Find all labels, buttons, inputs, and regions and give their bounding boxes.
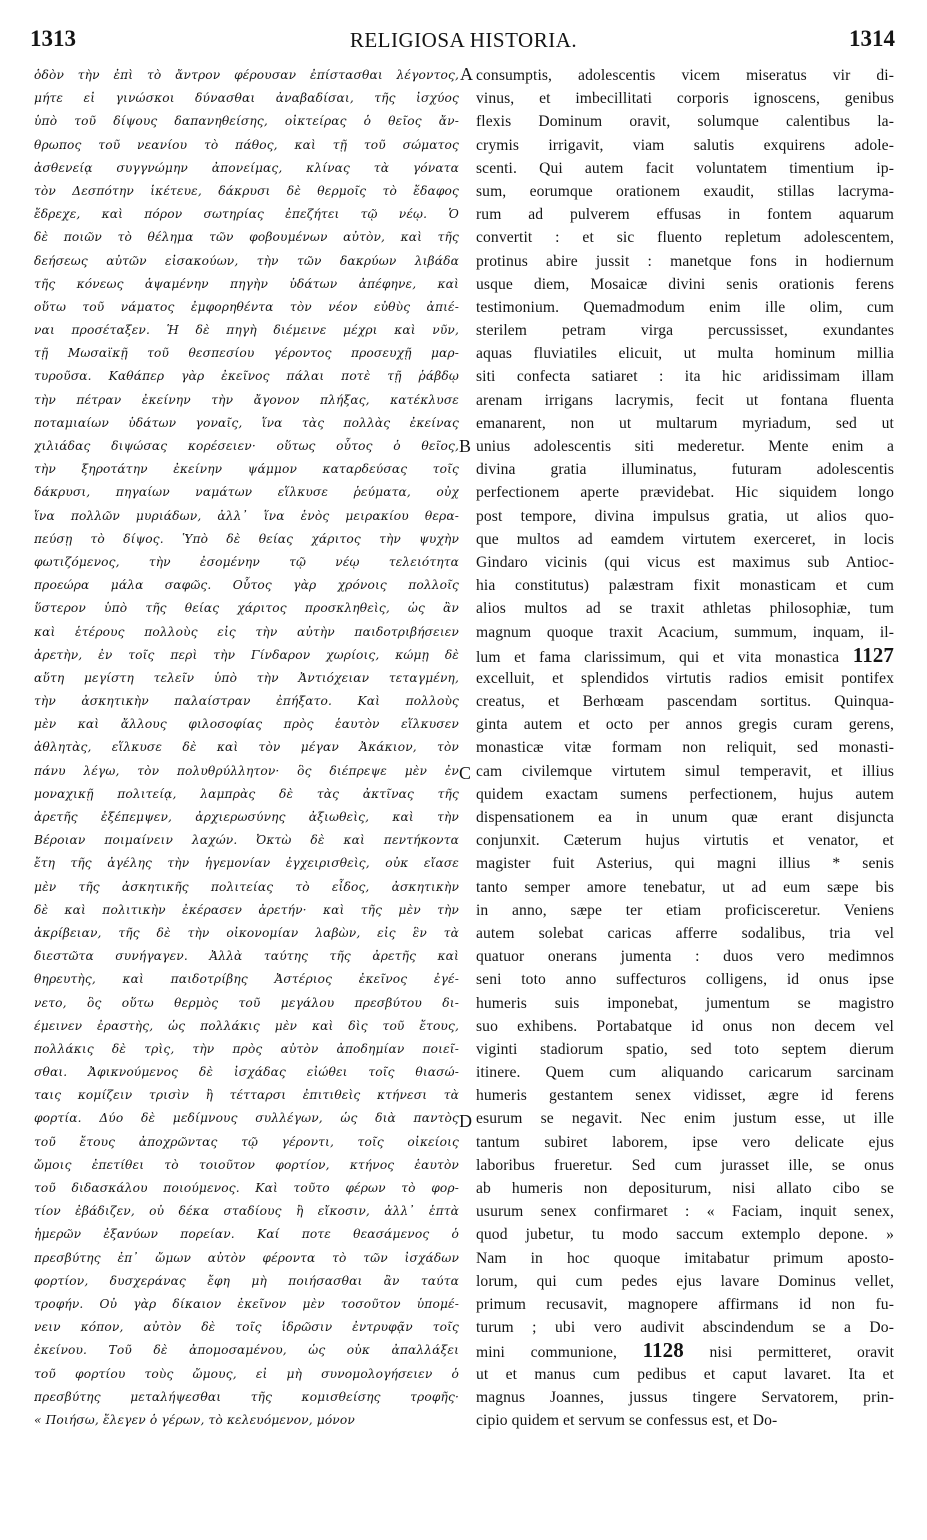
- text-line: humeris gestantem senex vidisset, ægre id ferens: [476, 1087, 894, 1105]
- text-line: arenam irrigans lacrymis, fecit ut fontana fluenta: [476, 391, 894, 409]
- left-page-number: 1313: [30, 26, 76, 51]
- text-line: ὤμοις ἐπετίθει τὸ τοιοῦτον φορτίον, κτήνος ἑαυτὸν: [34, 1157, 459, 1172]
- text-line: καὶ ἑτέρους πολλοὺς εἰς τὴν αὐτὴν παιδοτριβήσειεν: [34, 624, 459, 639]
- text-line: τὴν πέτραν ἐκείνην τὴν ἄγονον πλήξας, κατέκλυσε: [34, 392, 459, 407]
- text-line: δάκρυσι, πηγαίων ναμάτων εἵλκυσε ῥεύματα, οὐχ: [34, 485, 459, 500]
- text-line: φορτία. Δύο δὲ μεδίμνους συλλέγων, ὡς διὰ παντὸς: [34, 1111, 459, 1126]
- text-line: ταις κομίζειν τρισὶν ἢ τέτταρσι ἐπιτιθεὶς κτήνεσι τὰ: [34, 1088, 459, 1103]
- text-line: Nam in hoc quoque imitabatur primum aposto-: [476, 1249, 894, 1267]
- text-line: ut et manus cum pedibus et caput lavaret. Ita et: [476, 1365, 894, 1383]
- text-line: τοῦ φορτίου τοὺς ὤμους, εἰ μὴ συνομολογήσειεν ὁ: [34, 1366, 459, 1381]
- text-line: τοῦ διδασκάλου ποιούμενος. Καὶ τοῦτο φέρων τὸ φορ-: [34, 1181, 459, 1195]
- text-line: divina gratia illuminatus, futuram adolescentis: [476, 461, 894, 479]
- text-line: itinere. Quem cum aliquando caricarum sarcinam: [476, 1064, 894, 1082]
- text-line: τροφήν. Οὐ γὰρ δίκαιον ἐκεῖνον μὲν τοσοῦτον ὑπομέ-: [34, 1296, 459, 1311]
- text-line: ἵνα πολλῶν μυριάδων, ἀλλ᾽ ἵνα ἑνὸς μειρακίου θερα-: [34, 508, 459, 523]
- text-line: Βέροιαν ποιμαίνειν λαχών. Ὀκτὼ δὲ καὶ πεντήκοντα: [34, 833, 459, 848]
- text-line: ἀκρίβειαν, τῆς δὲ τὴν οἰκονομίαν λαβὼν, εἰς ἓν τὰ: [34, 925, 459, 940]
- text-line: creatus, et Berhœam pascendam sortitus. Quinqua-: [476, 693, 894, 711]
- text-line: σθαι. Ἀφικνούμενος δὲ ἰσχάδας εἰώθει τοῖς θιασώ-: [34, 1065, 459, 1080]
- text-line: τὴν ἀσκητικὴν παλαίστραν ἐπήξατο. Καὶ πολλοὺς: [34, 694, 459, 709]
- text-line: θηρευτὴς, καὶ παιδοτρίβης Ἀστέριος ἐκεῖνος ἐγέ-: [34, 972, 459, 987]
- text-line: φορτίον, δυσχεράνας ἔφη μὴ ποιήσασθαι ἂν ταύτα: [34, 1273, 459, 1288]
- text-line: sterilem petram virga percussisset, exundantes: [476, 322, 894, 340]
- text-line: quidem exactam sumens perfectionem, hujus autem: [476, 785, 894, 803]
- text-line: unius adolescentis siti mederetur. Mente enim a: [476, 438, 894, 455]
- text-line: πάνυ λέγω, τὸν πολυθρύλλητον· ὃς διέπρεψε μὲν ἐν: [34, 763, 459, 778]
- text-line-content: nisi permitteret, oravit: [709, 1344, 894, 1362]
- text-line: vinus, et imbecillitati corporis ignoscens, genibus: [476, 90, 894, 108]
- text-line: τίον ἐβάδιζεν, οὐ δέκα σταδίους ἢ εἴκοσιν, ἀλλ᾽ ἑπτὰ: [34, 1204, 459, 1219]
- text-line: θρωπος τοῦ νεανίου τὸ πάθος, καὶ τῇ τοῦ σώματος: [34, 137, 459, 152]
- text-line: magnus Joannes, jussus tingere Servatorem, prin-: [476, 1388, 894, 1406]
- text-line: monasticæ vitæ formam non reliquit, sed monasti-: [476, 739, 894, 757]
- text-line: ἀρετῆς ἐξέπεμψεν, ἀρχιερωσύνης ἀξιωθεὶς, καὶ τὴν: [34, 810, 459, 824]
- text-line: autem solebat caricas afferre sodalibus, tria vel: [476, 924, 894, 942]
- text-line: διεστῶτα συνήγαγεν. Ἀλλὰ ταύτης τῆς ἀρετῆς καὶ: [34, 949, 459, 964]
- text-line: cam civilemque virtutem simul temperavit, et illius: [476, 762, 894, 780]
- page-header: [0, 26, 927, 60]
- text-line: ἔτη τῆς ἀγέλης τὴν ἡγεμονίαν ἐγχειρισθεὶς, οὐκ εἴασε: [34, 856, 459, 871]
- text-line: ὕστερον ὑπὸ τῆς θείας χάριτος προσκληθεὶς, ὡς ἂν: [34, 601, 459, 616]
- text-line: μὲν καὶ ἄλλους φιλοσοφίας πρὸς ἑαυτὸν εἵλκυσεν: [34, 717, 459, 732]
- text-line: magnum quoque traxit Acacium, summum, inquam, il-: [476, 623, 894, 641]
- section-marker-b: B: [459, 436, 472, 456]
- text-line: ἀσθενείᾳ συγγνώμην ἀπονείμας, κλίνας τὰ γόνατα: [34, 160, 459, 175]
- text-line: έμεινεν ἐραστὴς, ὡς πολλάκις μὲν καὶ δὶς τοῦ ἔτους,: [34, 1018, 459, 1033]
- text-line: conjunxit. Cæterum hujus virtutis et venator, et: [476, 832, 894, 850]
- text-line: primum recusavit, magnopere affirmans id non fu-: [476, 1295, 894, 1313]
- text-line: quatuor onerans jumenta : duos vero medimnos: [476, 948, 894, 966]
- text-line: [476, 1339, 894, 1362]
- text-line: excelluit, et splendidos virtutis radios emisit pontifex: [476, 669, 894, 687]
- text-line: aquas fluviatiles elicuit, ut multa hominum millia: [476, 345, 894, 363]
- text-line: τὸν Δεσπότην ἱκέτευε, δάκρυσι δὲ θερμοῖς τὸ ἔδαφος: [34, 183, 459, 198]
- text-line-content: mini communione,: [476, 1344, 617, 1362]
- text-line-content: lum et fama clarissimum, qui et vita monastica: [476, 648, 840, 666]
- text-line: προεώρα μάλα σαφῶς. Οὗτος γὰρ χρόνοις πολλοῖς: [34, 578, 459, 593]
- text-line: ὑπὸ τοῦ δίψους δαπανηθείσης, οἰκτείρας ὁ θεῖος ἄν-: [34, 114, 459, 129]
- text-line: Gindaro vicinis (qui vicus est maximus sub Antioc-: [476, 553, 894, 571]
- text-line: crymis irrigavit, viam salutis exquirens adole-: [476, 136, 894, 154]
- text-line: flexis Dominum oravit, solumque calentibus la-: [476, 113, 894, 131]
- text-line: ἡμερῶν ἐξανύων πορείαν. Καί ποτε θεασάμενος ὁ: [34, 1227, 459, 1242]
- section-marker-d: D: [459, 1111, 472, 1131]
- text-line: αὕτη μεγίστη τελεῖν ὑπὸ τὴν Ἀντιόχειαν τεταγμένη,: [34, 670, 459, 685]
- text-line: dispensationem ea in unum quæ erant disjuncta: [476, 809, 894, 826]
- column-number-marker: 1127: [852, 643, 894, 667]
- text-line: χιλιάδας διψώσας κορέσειεν· οὕτως οὗτος ὁ θεῖος,: [34, 439, 459, 453]
- text-line: consumptis, adolescentis vicem miseratus vir di-: [476, 67, 894, 84]
- text-line: turum ; ubi vero audivit abscindendum se a Do-: [476, 1319, 894, 1337]
- greek-text-column: [34, 64, 459, 1432]
- text-line: esurum se negavit. Nec enim justum esse, ut ille: [476, 1110, 894, 1128]
- text-line: μήτε εἰ γινώσκοι δύνασθαι ἀναβαδίσαι, τῆς ἰσχύος: [34, 91, 459, 106]
- right-page-number: 1314: [849, 26, 895, 51]
- text-line: sum, eorumque orationem exaudit, stillas lacryma-: [476, 182, 894, 200]
- text-line: μοναχικῇ πολιτείᾳ, λαμπρὰς δὲ τὰς ἀκτῖνας τῆς: [34, 786, 459, 801]
- text-line: usque diem, Mosaicæ divini senis orationis ferens: [476, 275, 894, 293]
- text-line: νειν κόπον, αὐτὸν δὲ τοῖς ἱδρῶσιν ἐντρυφᾷν τοῖς: [34, 1320, 459, 1335]
- column-number-marker: 1128: [642, 1339, 684, 1363]
- text-line: ὁδὸν τὴν ἐπὶ τὸ ἄντρον φέρουσαν ἐπίστασθαι λέγοντος,: [34, 68, 459, 82]
- text-line: δὲ ποιῶν τὸ θέλημα τῶν φοβουμένων αὐτὸν, καὶ τῆς: [34, 230, 459, 245]
- section-marker-c: C: [459, 763, 472, 783]
- latin-text-column: [476, 64, 894, 1432]
- text-line: νετο, ὃς οὕτω θερμὸς τοῦ μεγάλου πρεσβύτου δι-: [34, 995, 459, 1010]
- text-line: οὕτω τοῦ νάματος ἐμφορηθέντα τὸν νέον εὐθὺς ἀπιέ-: [34, 299, 459, 314]
- text-line: δὲ καὶ πολιτικὴν ἐκέρασεν ἀρετήν· καὶ τῆς μὲν τὴν: [34, 902, 459, 917]
- text-line: magister fuit Asterius, qui magni illius * senis: [476, 855, 894, 873]
- text-line: tanto semper amore tenebatur, ut ad eum sæpe bis: [476, 878, 894, 896]
- text-line: τοῦ ἔτους ἀποχρῶντας τῷ γέροντι, τοῖς οἰκείοις: [34, 1134, 459, 1149]
- text-line: τυροῦσα. Καθάπερ γὰρ ἐκεῖνος πάλαι ποτὲ τῇ ῥάβδῳ: [34, 369, 459, 384]
- text-line: siti confecta satiaret : ita hic aridissimam illam: [476, 368, 894, 386]
- text-line: testimonium. Quemadmodum enim ille olim, cum: [476, 298, 894, 316]
- text-line: ἐκείνου. Τοῦ δὲ ἀπομοσαμένου, ὡς οὐκ ἀπαλλάξει: [34, 1343, 459, 1358]
- text-line: alios multos ad se traxit athletas philosophiæ, tum: [476, 600, 894, 618]
- text-line: rum ad pulverem effusas in fontem aquarum: [476, 206, 894, 224]
- text-line: φωτιζόμενος, τὴν ἐσομένην τῷ νέῳ τελειότητα: [34, 554, 459, 569]
- running-title: RELIGIOSA HISTORIA.: [349, 28, 578, 52]
- text-line: perfectionem aperte prævidebat. Hic siquidem longo: [476, 484, 894, 502]
- text-line: τῇ Μωσαϊκῇ τοῦ θεσπεσίου γέροντος προσευχῇ μαρ-: [34, 346, 459, 361]
- text-line: suo exhibens. Portabatque id onus non decem vel: [476, 1017, 894, 1035]
- text-line: πεύσῃ τὸ δίψος. Ὑπὸ δὲ θείας χάριτος τὴν ψυχὴν: [34, 531, 459, 546]
- text-line: ἀθλητὰς, εἵλκυσε δὲ καὶ τὸν μέγαν Ἀκάκιον, τὸν: [34, 740, 459, 755]
- text-line: emanarent, non ut multarum myriadum, sed ut: [476, 414, 894, 432]
- text-line: viginti stadiorum spatio, sed toto septem dierum: [476, 1040, 894, 1058]
- text-line: post tempore, divina impulsus gratia, ut alios quo-: [476, 507, 894, 525]
- text-line: ginta autem et octo per annos gregis curam gerens,: [476, 716, 894, 734]
- text-line: μὲν τῆς ἀσκητικῆς πολιτείας τὸ εἶδος, ἀσκητικὴν: [34, 879, 459, 894]
- text-line: ἔδρεχε, καὶ πόρον σωτηρίας ἐπεζήτει τῷ νέῳ. Ὁ: [34, 207, 459, 222]
- text-line: protinus abire jussit : manetque fons in hodiernum: [476, 252, 894, 270]
- text-line: tantum subiret laborem, ipse vero delicate ejus: [476, 1133, 894, 1151]
- text-line: humeris suis imponebat, jumentum se magistro: [476, 994, 894, 1012]
- section-marker-a: A: [460, 64, 473, 84]
- text-line: in anno, sæpe ter etiam proficisceretur. Veniens: [476, 901, 894, 919]
- text-line: quod jubetur, tu modo saccum extemplo depone. »: [476, 1226, 894, 1244]
- text-line: πρεσβύτης ἐπ᾽ ὤμων αὐτὸν φέροντα τὸ τῶν ἰσχάδων: [34, 1250, 459, 1265]
- text-line: « Ποιήσω, ἔλεγεν ὁ γέρων, τὸ κελευόμενον, μόνον: [34, 1412, 355, 1427]
- text-line: convertit : et sic fluento repletum adolescentem,: [476, 229, 894, 247]
- text-line: πρεσβύτης μεταλήψεσθαι τῆς κομισθείσης τροφῆς·: [34, 1389, 459, 1404]
- text-line: usurum senex confirmaret : « Faciam, inquit senex,: [476, 1203, 894, 1221]
- text-line: cipio quidem et servum se confessus est, et Do-: [476, 1411, 778, 1429]
- text-line: lorum, qui cum pedes ejus lavare Dominus vellet,: [476, 1272, 894, 1290]
- text-line: [476, 644, 894, 667]
- text-line: seni toto anno suffecturos colligens, id onus ipse: [476, 971, 894, 989]
- text-line: ποταμιαίων ὑδάτων γοναῖς, ἵνα τὰς πολλὰς ἐκείνας: [34, 415, 459, 430]
- text-line: ναι προσέταξεν. Ἡ δὲ πηγὴ διέμεινε μέχρι καὶ νῦν,: [34, 323, 459, 338]
- text-line: que multos ad eamdem virtutem exerceret, in locis: [476, 530, 894, 548]
- text-line: τῆς κόνεως ἁψαμένην πηγὴν ὑδάτων ἀπέφηνε, καὶ: [34, 276, 459, 291]
- text-line: laboribus frueretur. Sed cum jurasset ille, se onus: [476, 1156, 894, 1174]
- text-line: δεήσεως αὐτῶν εἰσακούων, τὴν τῶν δακρύων λιβάδα: [34, 253, 459, 268]
- text-line: ἀρετὴν, ἐν τοῖς περὶ τὴν Γίνδαρον χωρίοις, κώμῃ δὲ: [34, 647, 459, 662]
- text-line: πολλάκις δὲ τρὶς, τὴν πρὸς αὐτὸν ἀποδημίαν ποιεῖ-: [34, 1041, 459, 1056]
- text-line: ab humeris non depositurum, nisi allato cibo se: [476, 1180, 894, 1197]
- text-line: scenti. Qui autem facit voluntatem timentium ip-: [476, 159, 894, 177]
- text-line: hia constitutus) palæstram fixit monasticam et cum: [476, 577, 894, 595]
- text-line: τὴν ξηροτάτην ἐκείνην ψάμμον καταρδεύσας τοῖς: [34, 462, 459, 477]
